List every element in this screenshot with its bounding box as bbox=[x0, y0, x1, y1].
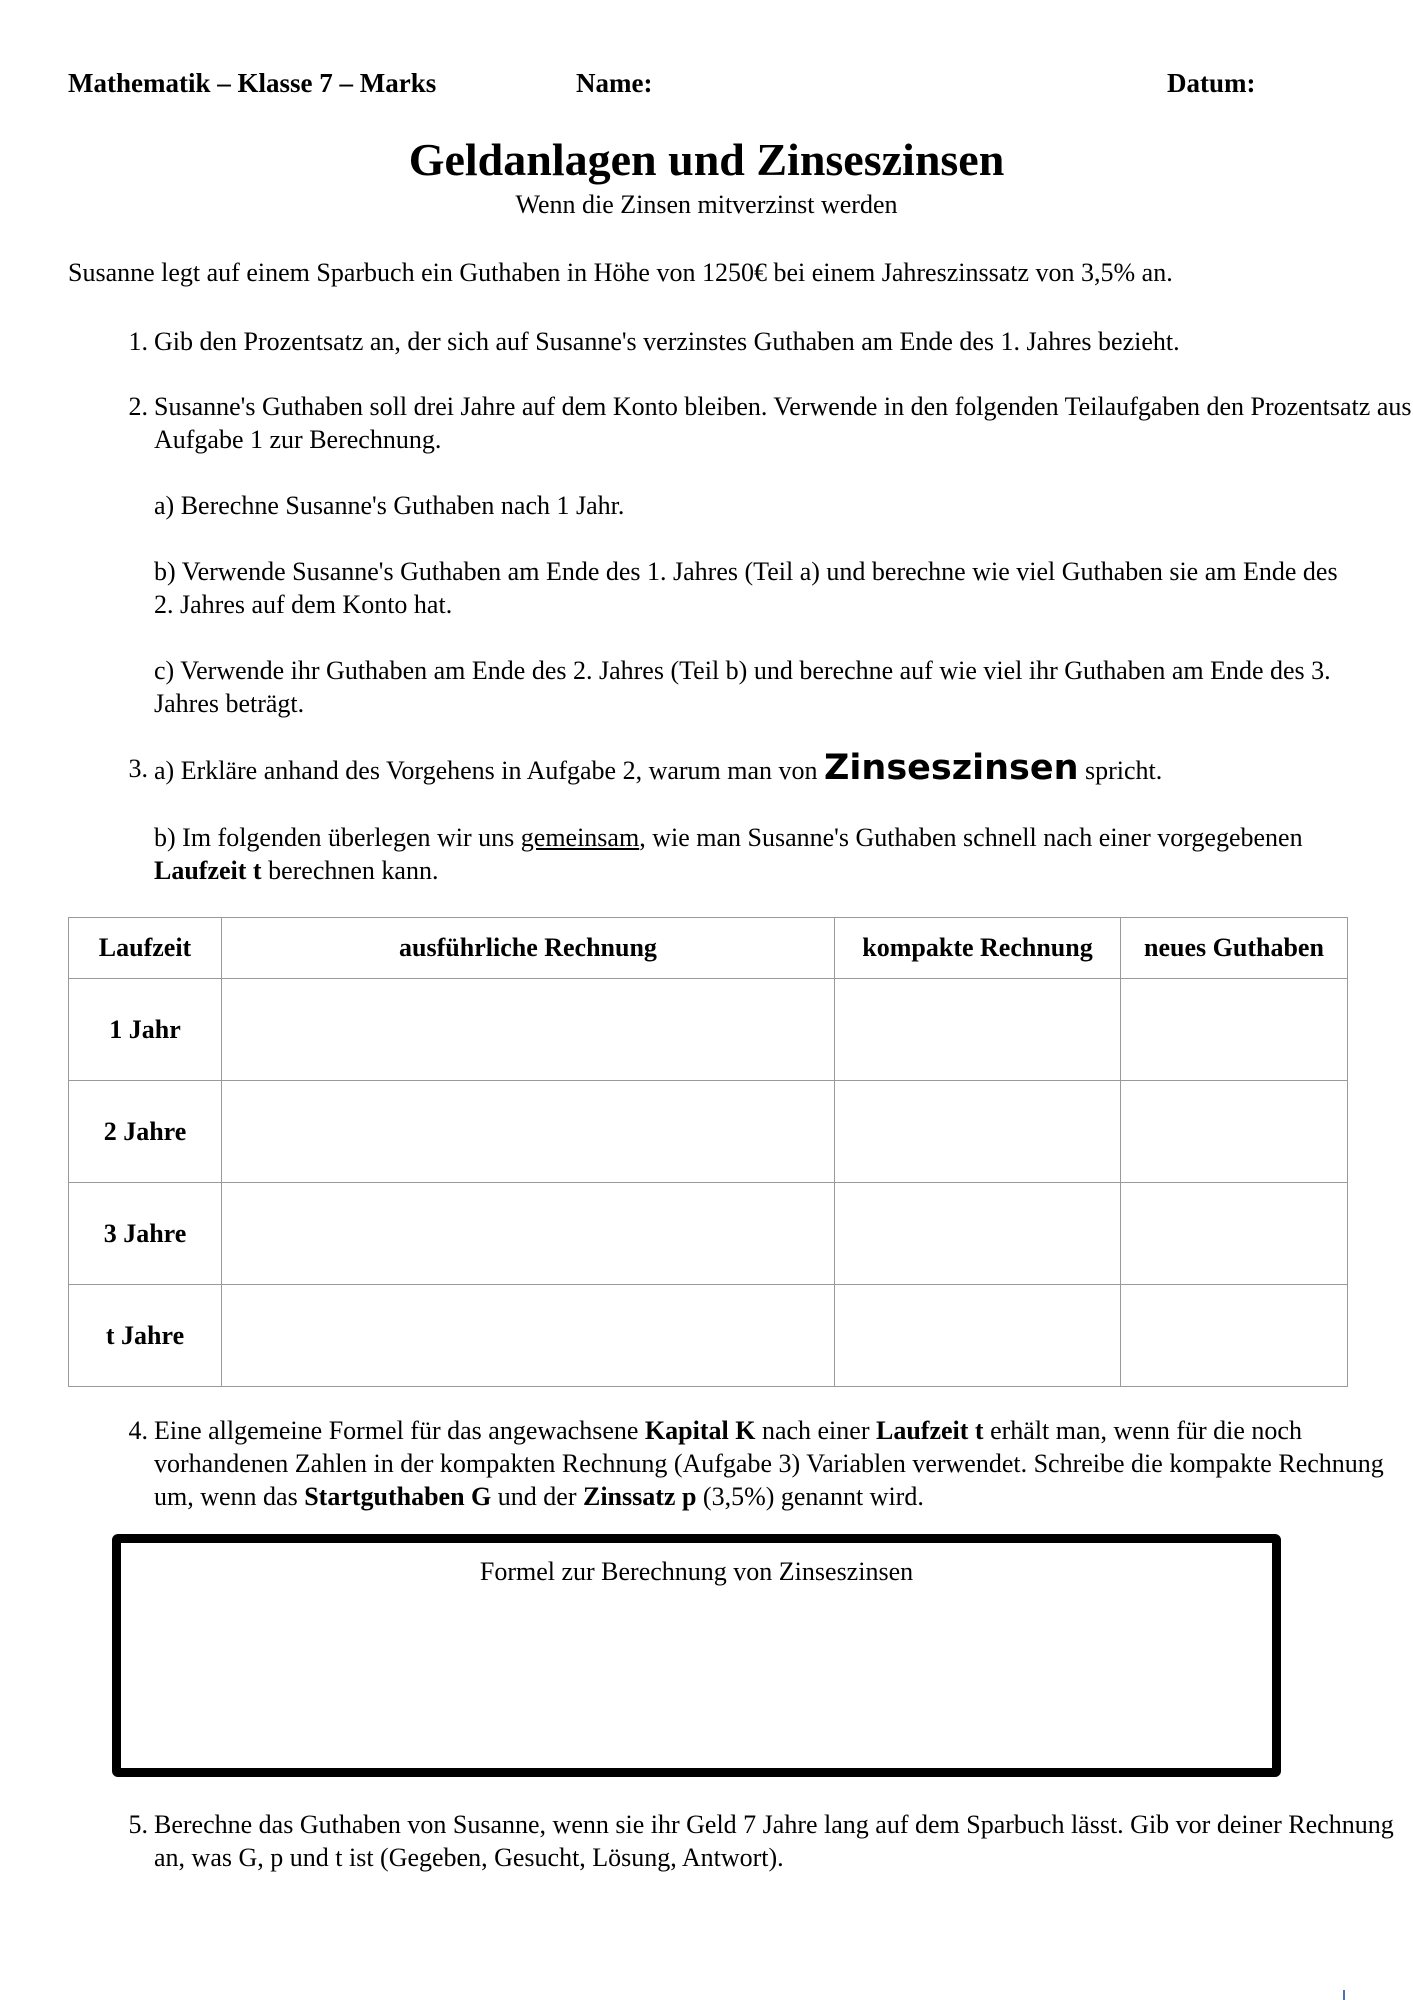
task-number: 5. bbox=[128, 1810, 148, 1839]
row-label: 1 Jahr bbox=[69, 979, 222, 1081]
task-4-part: Eine allgemeine Formel für das angewachsene bbox=[154, 1416, 645, 1445]
col-header-laufzeit: Laufzeit bbox=[69, 918, 222, 979]
zinssatz-p-bold: Zinssatz p bbox=[582, 1482, 697, 1511]
task-text: Berechne das Guthaben von Susanne, wenn sie ihr Geld 7 Jahre lang auf dem Sparbuch lässt. Gib vor deiner Rechnung an, was G, p und t ist (Gegeben, Gesucht, Lösung, Antwort). bbox=[154, 1810, 1394, 1872]
task-4-part: (3,5%) genannt wird. bbox=[696, 1482, 924, 1511]
table-row bbox=[69, 1081, 1348, 1183]
laufzeit-t-bold: Laufzeit t bbox=[875, 1416, 984, 1445]
task-2c: c) Verwende ihr Guthaben am Ende des 2. Jahres (Teil b) und berechne auf wie viel ihr Guthaben am Ende des 3. Jahres beträgt. bbox=[154, 656, 1331, 718]
answer-cell[interactable] bbox=[222, 979, 835, 1081]
answer-cell[interactable] bbox=[835, 979, 1121, 1081]
answer-cell[interactable] bbox=[222, 1183, 835, 1285]
zinseszinsen-keyword: Zinseszinsen bbox=[824, 748, 1079, 788]
answer-cell[interactable] bbox=[222, 1081, 835, 1183]
col-header-ausfuehrliche-rechnung: ausführliche Rechnung bbox=[222, 918, 835, 979]
answer-cell[interactable] bbox=[1121, 1285, 1348, 1387]
task-number: 3. bbox=[128, 754, 148, 783]
task-3a-text bbox=[154, 748, 1413, 788]
answer-cell[interactable] bbox=[835, 1081, 1121, 1183]
task-3a-pre: a) Erkläre anhand des Vorgehens in Aufgabe 2, warum man von bbox=[154, 756, 825, 785]
row-label: t Jahre bbox=[69, 1285, 222, 1387]
answer-cell[interactable] bbox=[1121, 979, 1348, 1081]
task-text: Gib den Prozentsatz an, der sich auf Susanne's verzinstes Guthaben am Ende des 1. Jahres bezieht. bbox=[154, 327, 1180, 356]
formula-answer-box[interactable] bbox=[112, 1534, 1281, 1777]
kapital-k-bold: Kapital K bbox=[644, 1416, 756, 1445]
formula-box-label: Formel zur Berechnung von Zinseszinsen bbox=[479, 1557, 914, 1586]
name-label: Name: bbox=[576, 68, 653, 98]
page-edge-mark bbox=[1343, 1990, 1345, 2000]
col-header-neues-guthaben: neues Guthaben bbox=[1121, 918, 1348, 979]
task-number: 4. bbox=[128, 1416, 148, 1445]
task-4-text bbox=[154, 1414, 1394, 1513]
intro-text: Susanne legt auf einem Sparbuch ein Guthaben in Höhe von 1250€ bei einem Jahreszinssatz von 3,5% an. bbox=[68, 258, 1173, 287]
laufzeit-bold: Laufzeit t bbox=[154, 856, 262, 885]
table-row bbox=[69, 1285, 1348, 1387]
row-label: 2 Jahre bbox=[69, 1081, 222, 1183]
task-3b bbox=[154, 821, 1354, 887]
task-4-part: nach einer bbox=[755, 1416, 876, 1445]
task-4-part: und der bbox=[491, 1482, 583, 1511]
col-header-kompakte-rechnung: kompakte Rechnung bbox=[835, 918, 1121, 979]
table-header-row bbox=[69, 918, 1348, 979]
answer-cell[interactable] bbox=[835, 1183, 1121, 1285]
course-label: Mathematik – Klasse 7 – Marks bbox=[68, 68, 437, 98]
date-label: Datum: bbox=[1167, 68, 1256, 98]
task-3b-mid: , wie man Susanne's Guthaben schnell nach einer vorgegebenen bbox=[639, 823, 1303, 852]
task-text: Susanne's Guthaben soll drei Jahre auf dem Konto bleiben. Verwende in den folgenden Teilaufgaben den Prozentsatz aus Aufgabe 1 zur Berechnung. bbox=[154, 392, 1412, 454]
task-2b: b) Verwende Susanne's Guthaben am Ende des 1. Jahres (Teil a) und berechne wie viel Guthaben sie am Ende des 2. Jahres auf dem Konto hat. bbox=[154, 557, 1338, 619]
answer-cell[interactable] bbox=[835, 1285, 1121, 1387]
task-number: 2. bbox=[128, 392, 148, 421]
page-title: Geldanlagen und Zinseszinsen bbox=[408, 134, 1005, 185]
table-row bbox=[69, 979, 1348, 1081]
task-3b-post: berechnen kann. bbox=[261, 856, 439, 885]
task-number: 1. bbox=[128, 327, 148, 356]
calculation-table bbox=[68, 917, 1348, 1387]
task-2a: a) Berechne Susanne's Guthaben nach 1 Jahr. bbox=[154, 491, 625, 520]
page-subtitle: Wenn die Zinsen mitverzinst werden bbox=[515, 190, 898, 219]
task-3a-post: spricht. bbox=[1078, 756, 1163, 785]
table-row bbox=[69, 1183, 1348, 1285]
task-4-part: erhält man, wenn für die noch vorhandenen Zahlen in der kompakten Rechnung (Aufgabe 3) Variablen verwendet. Schreibe die kompakte Rechnung um, wenn das bbox=[154, 1416, 1384, 1511]
row-label: 3 Jahre bbox=[69, 1183, 222, 1285]
answer-cell[interactable] bbox=[1121, 1081, 1348, 1183]
answer-cell[interactable] bbox=[1121, 1183, 1348, 1285]
answer-cell[interactable] bbox=[222, 1285, 835, 1387]
gemeinsam-underlined: gemeinsam bbox=[520, 823, 640, 852]
task-3b-pre: b) Im folgenden überlegen wir uns bbox=[154, 823, 521, 852]
startguthaben-g-bold: Startguthaben G bbox=[304, 1482, 492, 1511]
